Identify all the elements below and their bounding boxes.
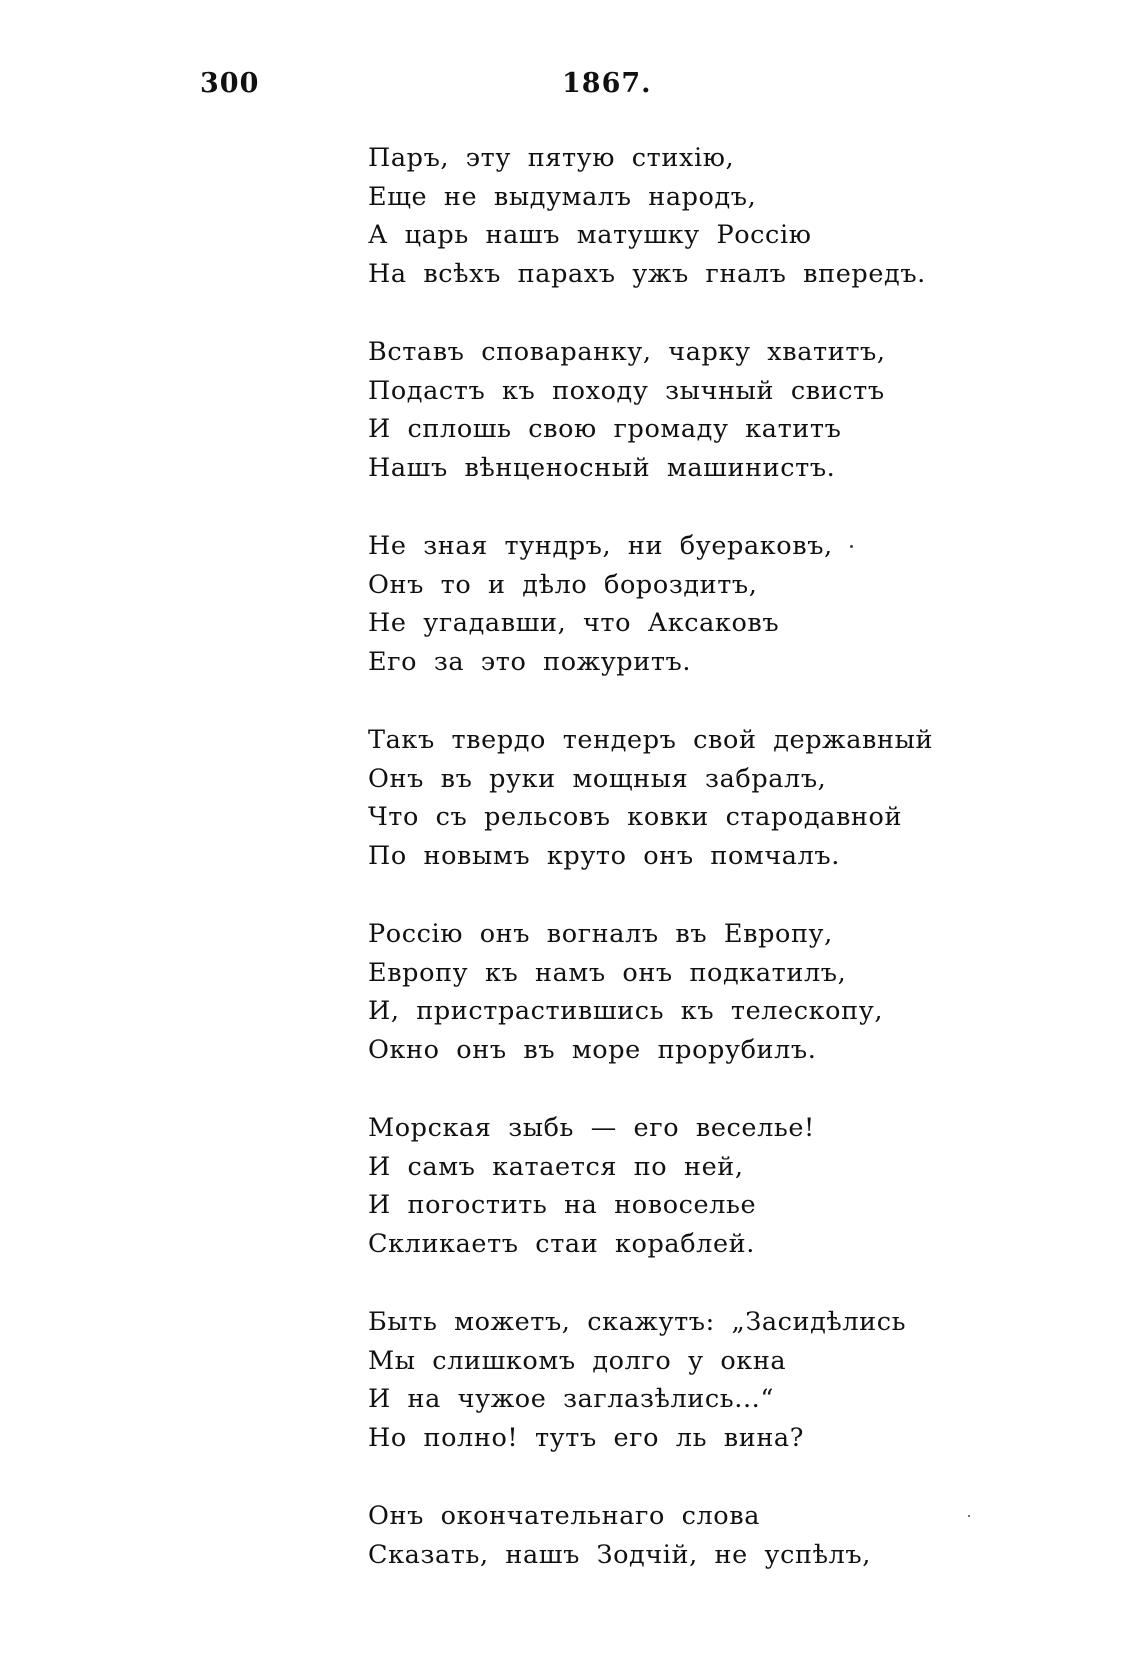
verse-line: Нашъ вѣнценосный машинистъ.: [368, 452, 836, 483]
verse-line: Скликаетъ стаи кораблей.: [368, 1228, 755, 1259]
page-number: 300: [200, 68, 260, 99]
verse-line: По новымъ круто онъ помчалъ.: [368, 840, 840, 871]
stanza: [368, 139, 1088, 293]
stanza: [368, 1303, 1088, 1457]
print-speck: [968, 1515, 970, 1517]
verse-line: Но полно! тутъ его ль вина?: [368, 1422, 805, 1453]
stanza: [368, 915, 1088, 1069]
verse-line: Европу къ намъ онъ подкатилъ,: [368, 957, 847, 988]
verse-line: Окно онъ въ море прорубилъ.: [368, 1034, 817, 1065]
verse-line: Что съ рельсовъ ковки стародавной: [368, 802, 903, 832]
verse-line: И сплошь свою громаду катитъ: [368, 414, 842, 444]
verse-line: Мы слишкомъ долго у окна: [368, 1345, 787, 1376]
verse-line: Подастъ къ походу зычный свистъ: [368, 375, 885, 406]
verse-line: Сказать, нашъ Зодчій, не успѣлъ,: [368, 1539, 871, 1570]
verse-line: И самъ катается по ней,: [368, 1151, 744, 1182]
stanza: [368, 527, 1088, 681]
verse-line: А царь нашъ матушку Россію: [368, 220, 812, 250]
verse-line: Вставъ споваранку, чарку хватитъ,: [368, 337, 886, 367]
verse-line: Онъ окончательнаго слова: [368, 1501, 761, 1531]
verse-line: И погостить на новоселье: [368, 1190, 757, 1220]
stanza: [368, 1109, 1088, 1263]
verse-line: Еще не выдумалъ народъ,: [368, 181, 757, 212]
verse-line: И на чужое заглазѣлись...“: [368, 1384, 774, 1414]
stanza: [368, 721, 1088, 875]
verse-line: Его за это пожуритъ.: [368, 646, 692, 677]
poem-body: [368, 139, 1088, 1614]
print-speck: [850, 545, 853, 548]
verse-line: Паръ, эту пятую стихію,: [368, 143, 735, 173]
stanza: [368, 1497, 1088, 1574]
verse-line: Морская зыбь — его веселье!: [368, 1113, 815, 1143]
running-head-year: 1867.: [562, 68, 652, 99]
verse-line: Не зная тундръ, ни буераковъ,: [368, 531, 833, 561]
verse-line: На всѣхъ парахъ ужъ гналъ впередъ.: [368, 258, 926, 289]
verse-line: Россію онъ вогналъ въ Европу,: [368, 919, 833, 949]
verse-line: И, пристрастившись къ телескопу,: [368, 996, 884, 1026]
verse-line: Быть можетъ, скажутъ: „Засидѣлись: [368, 1307, 907, 1337]
verse-line: Онъ то и дѣло бороздитъ,: [368, 569, 758, 600]
verse-line: Онъ въ руки мощныя забралъ,: [368, 763, 827, 794]
stanza: [368, 333, 1088, 487]
verse-line: Не угадавши, что Аксаковъ: [368, 608, 780, 638]
verse-line: Такъ твердо тендеръ свой державный: [368, 725, 934, 755]
page-header: [0, 68, 1140, 108]
